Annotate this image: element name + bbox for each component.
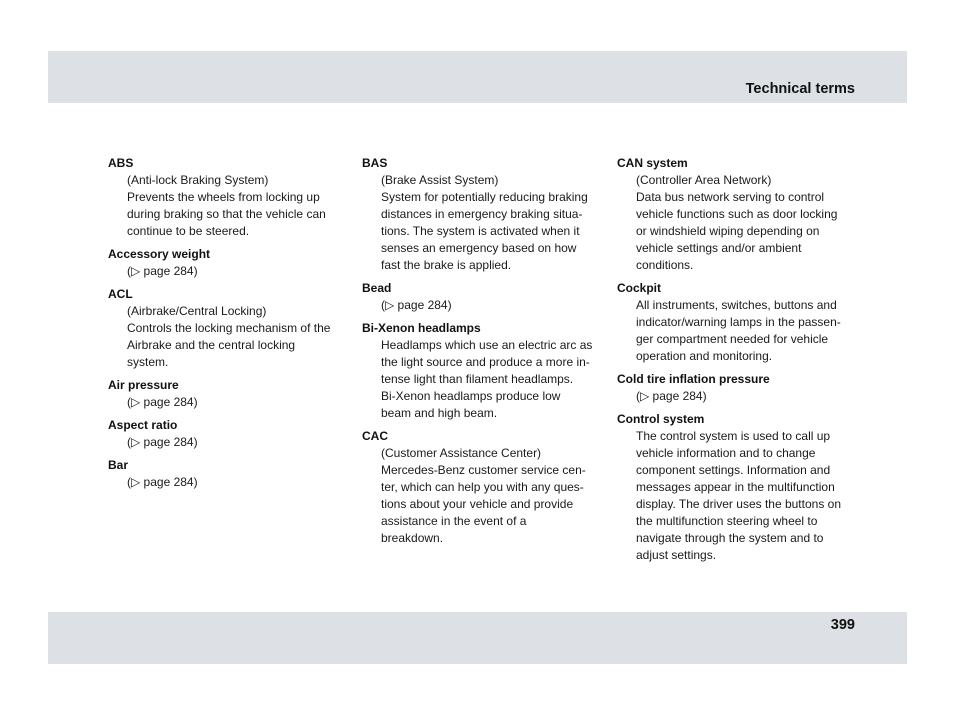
definition-line: (Customer Assistance Center) [381, 446, 542, 460]
definition-line: or windshield wiping depending on [636, 224, 820, 238]
glossary-entry [362, 320, 608, 422]
glossary-term: Bi-Xenon headlamps [362, 321, 481, 335]
definition-line: tense light than filament headlamps. [381, 372, 574, 386]
glossary-entry [362, 155, 608, 274]
definition-line: distances in emergency braking situa- [381, 207, 583, 221]
column-2 [362, 155, 608, 553]
definition-line: tions about your vehicle and provide [381, 497, 574, 511]
glossary-term: Aspect ratio [108, 418, 178, 432]
glossary-definition [617, 172, 863, 274]
definition-line: system. [127, 355, 169, 369]
glossary-definition [617, 388, 863, 405]
glossary-entry [362, 280, 608, 314]
glossary-definition [108, 394, 354, 411]
definition-line: Bi-Xenon headlamps produce low [381, 389, 561, 403]
page-reference-link[interactable]: (▷ page 284) [636, 389, 707, 403]
glossary-term: BAS [362, 156, 388, 170]
glossary-term: CAN system [617, 156, 688, 170]
definition-line: tions. The system is activated when it [381, 224, 580, 238]
definition-line: assistance in the event of a [381, 514, 527, 528]
definition-line: breakdown. [381, 531, 444, 545]
glossary-entry [108, 417, 354, 451]
section-title: Technical terms [745, 81, 855, 97]
glossary-definition [108, 172, 354, 240]
header-band [48, 51, 907, 103]
definition-line: during braking so that the vehicle can [127, 207, 326, 221]
definition-line: Controls the locking mechanism of the [127, 321, 331, 335]
glossary-term: Bar [108, 458, 129, 472]
definition-line: System for potentially reducing braking [381, 190, 588, 204]
glossary-definition [617, 428, 863, 564]
page-reference-link[interactable]: (▷ page 284) [127, 435, 198, 449]
glossary-entry [108, 377, 354, 411]
glossary-definition [108, 474, 354, 491]
definition-line: (Controller Area Network) [636, 173, 772, 187]
column-3 [617, 155, 863, 570]
definition-line: indicator/warning lamps in the passen- [636, 315, 841, 329]
glossary-term: Control system [617, 412, 705, 426]
glossary-definition [617, 297, 863, 365]
glossary-term: Air pressure [108, 378, 179, 392]
definition-line: operation and monitoring. [636, 349, 773, 363]
definition-line: Data bus network serving to control [636, 190, 825, 204]
page-number: 399 [830, 617, 855, 633]
definition-line: vehicle information and to change [636, 446, 816, 460]
glossary-entry [108, 457, 354, 491]
glossary-entry [617, 155, 863, 274]
definition-line: senses an emergency based on how [381, 241, 577, 255]
glossary-entry [362, 428, 608, 547]
column-1 [108, 155, 354, 497]
definition-line: vehicle functions such as door locking [636, 207, 838, 221]
definition-line: beam and high beam. [381, 406, 498, 420]
glossary-definition [362, 297, 608, 314]
glossary-definition [362, 172, 608, 274]
definition-line: The control system is used to call up [636, 429, 831, 443]
glossary-entry [617, 411, 863, 564]
definition-line: display. The driver uses the buttons on [636, 497, 842, 511]
definition-line: continue to be steered. [127, 224, 250, 238]
definition-line: Mercedes-Benz customer service cen- [381, 463, 586, 477]
definition-line: messages appear in the multifunction [636, 480, 835, 494]
definition-line: ter, which can help you with any ques- [381, 480, 584, 494]
glossary-term: Cold tire inflation pressure [617, 372, 770, 386]
definition-line: adjust settings. [636, 548, 717, 562]
definition-line: navigate through the system and to [636, 531, 824, 545]
definition-line: Airbrake and the central locking [127, 338, 296, 352]
glossary-definition [108, 303, 354, 371]
definition-line: ger compartment needed for vehicle [636, 332, 829, 346]
glossary-term: CAC [362, 429, 388, 443]
definition-line: (Anti-lock Braking System) [127, 173, 269, 187]
glossary-definition [362, 445, 608, 547]
definition-line: component settings. Information and [636, 463, 831, 477]
glossary-definition [362, 337, 608, 422]
definition-line: fast the brake is applied. [381, 258, 512, 272]
definition-line: the light source and produce a more in- [381, 355, 590, 369]
glossary-term: Bead [362, 281, 392, 295]
definition-line: conditions. [636, 258, 694, 272]
footer-band [48, 612, 907, 664]
page-reference-link[interactable]: (▷ page 284) [127, 475, 198, 489]
glossary-definition [108, 434, 354, 451]
definition-line: Headlamps which use an electric arc as [381, 338, 593, 352]
definition-line: (Airbrake/Central Locking) [127, 304, 267, 318]
glossary-entry [108, 246, 354, 280]
page-reference-link[interactable]: (▷ page 284) [381, 298, 452, 312]
glossary-term: Accessory weight [108, 247, 211, 261]
glossary-entry [617, 371, 863, 405]
glossary-definition [108, 263, 354, 280]
glossary-term: ABS [108, 156, 134, 170]
page-reference-link[interactable]: (▷ page 284) [127, 395, 198, 409]
glossary-term: ACL [108, 287, 133, 301]
definition-line: the multifunction steering wheel to [636, 514, 818, 528]
glossary-entry [617, 280, 863, 365]
glossary-entry [108, 286, 354, 371]
definition-line: vehicle settings and/or ambient [636, 241, 802, 255]
definition-line: Prevents the wheels from locking up [127, 190, 320, 204]
page-reference-link[interactable]: (▷ page 284) [127, 264, 198, 278]
definition-line: (Brake Assist System) [381, 173, 499, 187]
glossary-entry [108, 155, 354, 240]
definition-line: All instruments, switches, buttons and [636, 298, 837, 312]
glossary-term: Cockpit [617, 281, 662, 295]
